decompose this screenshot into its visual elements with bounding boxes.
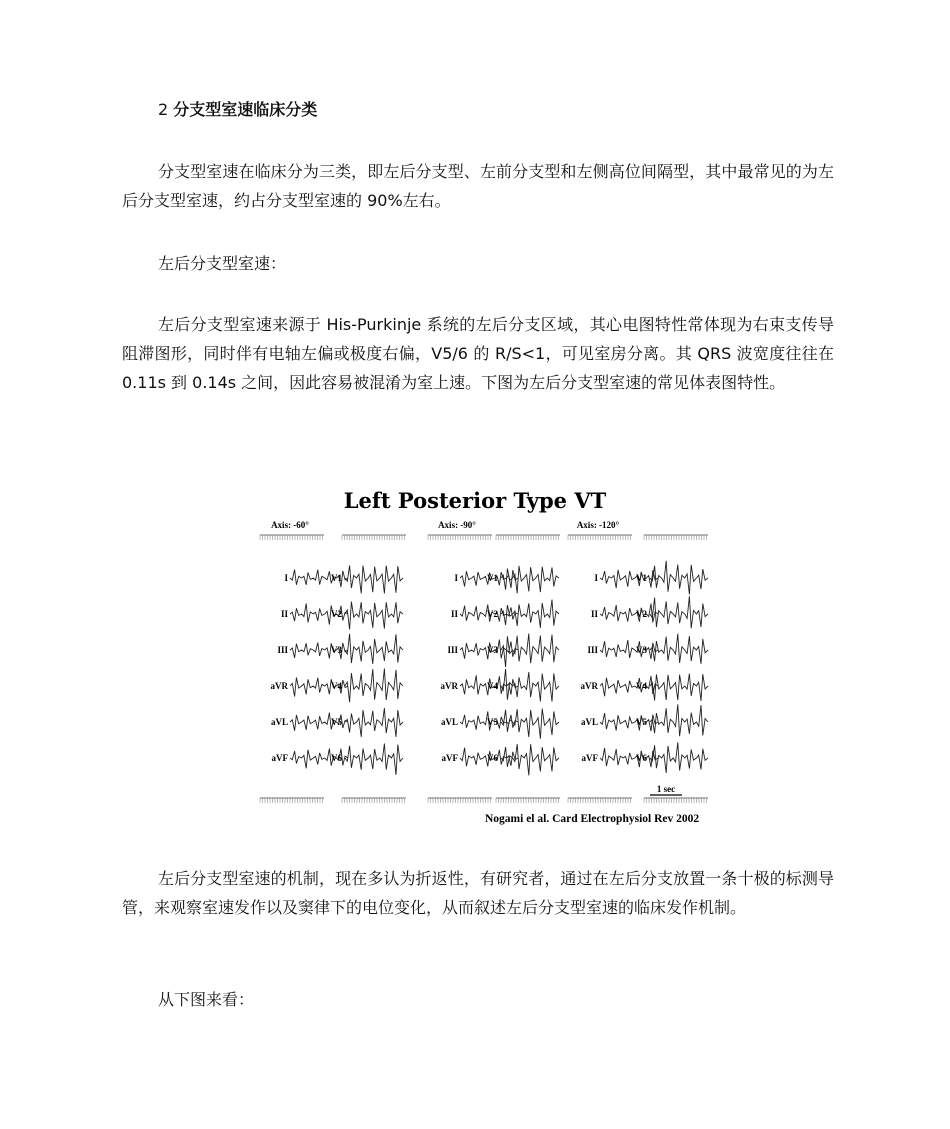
- chest-trace-3-6: [650, 742, 708, 773]
- chest-lead-label-v1: V1: [487, 573, 498, 583]
- limb-lead-label-i: I: [594, 573, 598, 583]
- bottom-strip-chest-3-ticks: [644, 798, 707, 803]
- chest-trace-2-5: [501, 709, 559, 739]
- limb-lead-label-ii: II: [590, 609, 598, 619]
- top-strip-chest-1-ticks: [342, 535, 405, 540]
- chest-lead-label-v3: V3: [331, 645, 342, 655]
- bottom-strip-limb-2-ticks: [428, 798, 491, 803]
- limb-lead-label-iii: III: [587, 645, 598, 655]
- chest-trace-1-2: [345, 602, 403, 630]
- limb-lead-label-avl: aVL: [440, 717, 458, 727]
- chest-trace-2-1: [501, 566, 559, 593]
- chest-lead-label-v4: V4: [331, 681, 342, 691]
- chest-lead-label-v5: V5: [487, 717, 498, 727]
- chest-lead-label-v1: V1: [636, 573, 647, 583]
- chest-lead-label-v4: V4: [636, 681, 647, 691]
- chest-trace-2-4: [501, 669, 559, 702]
- chest-trace-1-1: [345, 565, 403, 593]
- limb-lead-label-avr: aVR: [440, 681, 458, 691]
- limb-lead-label-avf: aVF: [441, 753, 458, 763]
- figure-title: Left Posterior Type VT: [343, 488, 607, 513]
- chest-lead-label-v6: V6: [487, 753, 498, 763]
- bottom-strip-limb-3-ticks: [568, 798, 631, 803]
- bottom-strip-chest-2-ticks: [496, 798, 559, 803]
- ecg-figure: [230, 480, 740, 832]
- chest-trace-3-3: [650, 634, 708, 664]
- paragraph-mechanism: 左后分支型室速的机制，现在多认为折返性，有研究者，通过在左后分支放置一条十极的标测导管，来观察室速发作以及窦律下的电位变化，从而叙述左后分支型室速的临床发作机制。: [122, 869, 834, 917]
- limb-lead-label-avf: aVF: [581, 753, 598, 763]
- limb-lead-label-avl: aVL: [270, 717, 288, 727]
- chest-trace-3-5: [650, 704, 708, 736]
- limb-trace-3-1: [600, 570, 658, 588]
- limb-trace-3-5: [600, 713, 658, 731]
- limb-lead-label-iii: III: [447, 645, 458, 655]
- limb-lead-label-avr: aVR: [270, 681, 288, 691]
- limb-trace-3-4: [600, 676, 658, 696]
- section-title: 分支型室速临床分类: [173, 100, 318, 119]
- scale-label: 1 sec: [656, 784, 676, 794]
- limb-trace-3-2: [600, 604, 658, 623]
- chest-trace-3-2: [650, 596, 708, 628]
- chest-trace-1-3: [345, 634, 403, 664]
- chest-lead-label-v3: V3: [487, 645, 498, 655]
- chest-lead-label-v2: V2: [331, 609, 342, 619]
- chest-lead-label-v2: V2: [636, 609, 647, 619]
- paragraph-subheading: 左后分支型室速：: [158, 254, 287, 273]
- axis-label-panel-2: Axis: -90°: [438, 520, 476, 530]
- axis-label-panel-3: Axis: -120°: [576, 520, 620, 530]
- chest-lead-label-v5: V5: [636, 717, 647, 727]
- chest-trace-2-3: [501, 634, 559, 668]
- bottom-strip-chest-1-ticks: [342, 798, 405, 803]
- top-strip-limb-2-ticks: [428, 535, 491, 540]
- chest-trace-3-1: [650, 561, 708, 595]
- chest-lead-label-v2: V2: [487, 609, 498, 619]
- chest-lead-label-v4: V4: [487, 681, 498, 691]
- limb-lead-label-ii: II: [450, 609, 458, 619]
- figure-citation: Nogami el al. Card Electrophysiol Rev 2002: [485, 813, 700, 825]
- limb-lead-label-avl: aVL: [580, 717, 598, 727]
- ecg-traces: [230, 480, 740, 832]
- limb-lead-label-ii: II: [280, 609, 288, 619]
- bottom-strip-limb-1-ticks: [260, 798, 323, 803]
- chest-trace-1-4: [345, 669, 403, 703]
- limb-lead-label-i: I: [284, 573, 288, 583]
- chest-lead-label-v3: V3: [636, 645, 647, 655]
- limb-lead-label-avr: aVR: [580, 681, 598, 691]
- section-heading: [158, 98, 317, 122]
- top-strip-chest-2-ticks: [496, 535, 559, 540]
- limb-lead-label-avf: aVF: [271, 753, 288, 763]
- top-strip-chest-3-ticks: [644, 535, 707, 540]
- limb-lead-label-i: I: [454, 573, 458, 583]
- chest-trace-1-6: [345, 744, 403, 775]
- limb-trace-3-6: [600, 748, 658, 767]
- paragraph-from-figure: 从下图来看：: [158, 990, 255, 1009]
- paragraph-classification: 分支型室速在临床分为三类，即左后分支型、左前分支型和左侧高位间隔型，其中最常见的为左后分支型室速，约占分支型室速的 90%左右。: [122, 162, 834, 210]
- paragraph-ecg-features: 左后分支型室速来源于 His-Purkinje 系统的左后分支区域，其心电图特性常体现为右束支传导阻滞图形，同时伴有电轴左偏或极度右偏，V5/6 的 R/S<1，可见室房分离。其 QRS 波宽度往往在 0.11s 到 0.14s 之间，因此容易被混淆为室上速。下图为左后分支型室速的常见体表图特性。: [122, 315, 834, 392]
- chest-lead-label-v5: V5: [331, 717, 342, 727]
- limb-lead-label-iii: III: [277, 645, 288, 655]
- section-number: 2: [158, 100, 169, 119]
- chest-trace-3-4: [650, 674, 708, 701]
- top-strip-limb-3-ticks: [568, 535, 631, 540]
- axis-label-panel-1: Axis: -60°: [271, 520, 309, 530]
- limb-trace-3-3: [600, 640, 658, 659]
- chest-lead-label-v6: V6: [636, 753, 647, 763]
- top-strip-limb-1-ticks: [260, 535, 323, 540]
- chest-lead-label-v1: V1: [331, 573, 342, 583]
- chest-trace-1-5: [345, 708, 403, 737]
- chest-lead-label-v6: V6: [331, 753, 342, 763]
